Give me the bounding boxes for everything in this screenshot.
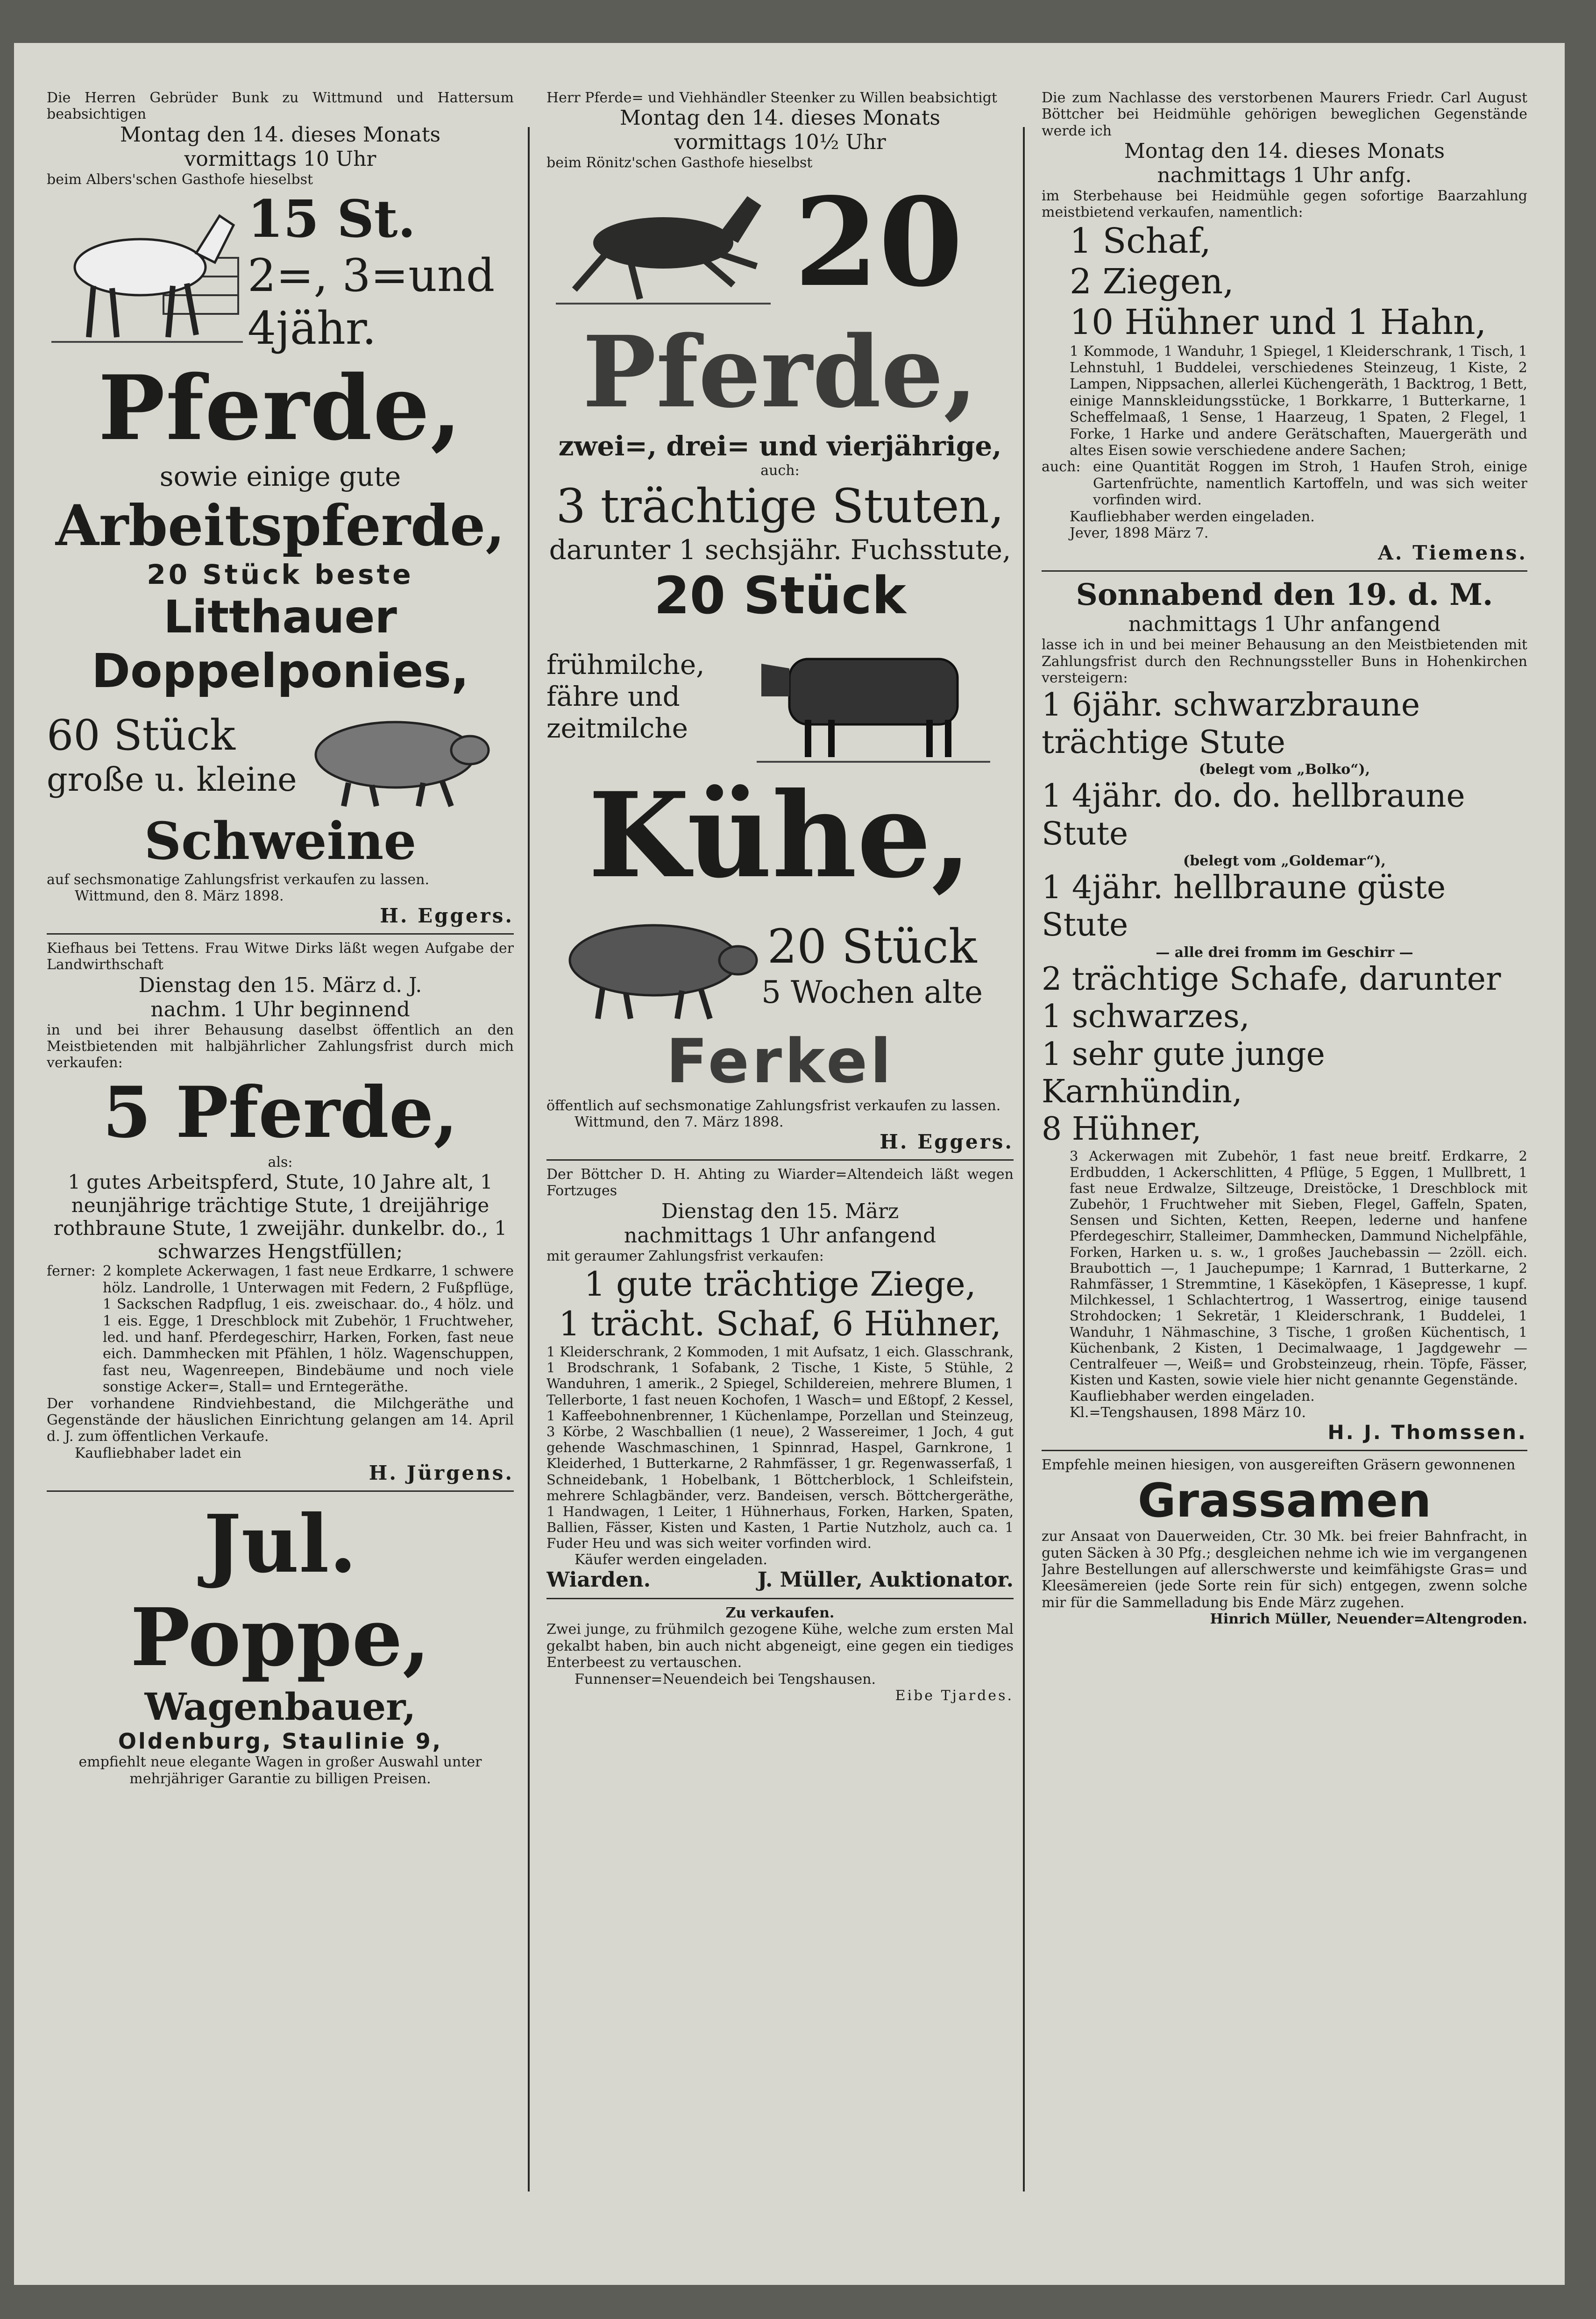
ad-signature: H. Eggers. <box>880 1130 1014 1154</box>
ad-terms: mit geraumer Zahlungsfrist verkaufen: <box>546 1248 824 1264</box>
horse-count: 20 <box>794 171 963 314</box>
ad-signature: Eibe Tjardes. <box>895 1687 1014 1704</box>
ad-place: beim Albers'schen Gasthofe hieselbst <box>47 171 313 188</box>
ad-date: Sonnabend den 19. d. M. <box>1076 577 1493 612</box>
horse-count: 15 St. <box>248 188 416 249</box>
column-middle <box>546 90 1014 1704</box>
ad-place-date: Wittmund, den 8. März 1898. <box>75 888 284 905</box>
ad-bunk-auction <box>47 90 514 928</box>
ad-buyers: Käufer werden eingeladen. <box>575 1551 767 1568</box>
ad-tjardes <box>546 1605 1014 1704</box>
sig-place: Wiarden. <box>546 1568 651 1592</box>
lithuanian-text: Litthauer <box>163 590 397 643</box>
auch-label: auch: <box>1042 459 1081 475</box>
horse-row <box>47 188 514 356</box>
item-mare-3: 1 4jähr. hellbraune güste Stute <box>1042 869 1446 944</box>
ad-place: Funnenser=Neuendeich bei Tengshausen. <box>575 1671 876 1688</box>
ferner-block <box>47 1263 514 1395</box>
ferner-list: 2 komplete Ackerwagen, 1 fast neue Erdkarre, 1 schwere hölz. Landrolle, 1 Unterwagen mit Federn, 2 Fußpflüge, 1 Sackschen Radpflug, 1 eis. zweischaar. do., 4 hölz. und 1 eis. Egge, 1 Dreschblock mit Zubehör, 1 Fruchtweher, led. und hanf. Pferdegeschirr, Harken, Forken, fast neue eich. Dammhecken mit Pfählen, 1 hölz. Wagenschuppen, fast neu, Wagenreepen, Bindebäume und noch viele sonstige Acker=, Stall= und Erntegeräthe. <box>103 1263 514 1396</box>
ad-steenker-auction <box>546 90 1014 1154</box>
ad-thomssen-auction <box>1042 577 1527 1444</box>
ad-date: Dienstag den 15. März d. J. <box>138 973 422 997</box>
horses-heading: Pferde, <box>98 355 462 460</box>
horse-list: 1 gutes Arbeitspferd, Stute, 10 Jahre alt, 1 neunjährige trächtige Stute, 1 dreijährige rothbraune Stute, 1 zweijähr. dunkelbr. do., 1 schwarzes Hengstfüllen; <box>53 1170 507 1263</box>
ponies-heading: Doppelponies, <box>91 643 469 698</box>
ad-grassamen <box>1042 1457 1527 1628</box>
auch-label: auch: <box>760 462 800 479</box>
ad-place-date: Jever, 1898 März 7. <box>1070 525 1209 541</box>
item-mare-2: 1 4jähr. do. do. hellbraune Stute <box>1042 778 1465 852</box>
ad-tail: Der vorhandene Rindviehbestand, die Milchgeräthe und Gegenstände der häuslichen Einrichtung gelangen am 14. April d. J. zum öffentlichen Verkaufe. <box>47 1395 514 1445</box>
ad-ahting-auction <box>546 1166 1014 1592</box>
auch-block <box>1042 459 1527 508</box>
signature-row <box>546 1568 1014 1592</box>
horse-ages-2: 4jähr. <box>248 302 376 355</box>
piglet-row <box>546 904 1014 1026</box>
ad-body: in und bei ihrer Behausung daselbst öffentlich an den Meistbietenden mit halbjährlicher Zahlungsfrist durch mich verkaufen: <box>47 1021 514 1071</box>
item-goats: 2 Ziegen, <box>1070 262 1234 302</box>
auch-list: eine Quantität Roggen im Stroh, 1 Haufen Stroh, einige Gartenfrüchte, namentlich Kartoffeln, und was sich weiter vorfinden wird. <box>1093 459 1527 509</box>
column-right <box>1042 90 1527 1628</box>
pigs-heading: Schweine <box>144 810 417 871</box>
five-horses-heading: 5 Pferde, <box>102 1071 458 1154</box>
ad-intro: Der Böttcher D. H. Ahting zu Wiarder=Altendeich läßt wegen Fortzuges <box>546 1166 1014 1199</box>
item-dog: 1 sehr gute junge Karnhündin, <box>1042 1035 1325 1110</box>
ad-intro: Die zum Nachlasse des verstorbenen Maurers Friedr. Carl August Böttcher bei Heidmühle gehörigen beweglichen Gegenstände werde ich <box>1042 90 1527 139</box>
ad-place: beim Rönitz'schen Gasthofe hieselbst <box>546 155 813 171</box>
item-list: 3 Ackerwagen mit Zubehör, 1 fast neue breitf. Erdkarre, 2 Erdbudden, 1 Ackerschlitten, 4 Pflüge, 5 Eggen, 1 Mullbrett, 1 fast neue Erdwalze, Siltzeuge, Dreistöcke, 1 Dreschblock mit Zubehör, 1 Fruchtweher mit Sieben, Flegel, Gaffeln, Spaten, Sensen und Sichten, Ketten, Reepen, lederne und hanfene Pferdegeschirr, Stalleimer, Dammhecken, Dammund Nichelpfähle, Forken, Harken u. s. w., 1 großes Jauchebassin — 2zöll. eich. Braubottich —, 1 Jauchepumpe; 1 Karnrad, 1 Butterkarne, 2 Rahmfässer, 1 Stremmtine, 1 Käseköpfen, 1 Käsepresse, 1 kupf. Milchkessel, 1 Schlachtertrog, 1 Wassertrog, einige tausend Strohdocken; 1 Sekretär, 1 Kleiderschrank, 1 Buddelei, 1 Wanduhr, 1 Nähmaschine, 3 Tische, 1 großen Küchentisch, 1 Küchenbank, 2 Kisten, 1 Decimalwaage, 1 Jagdgewehr — Centralfeuer —, Weiß= und Grobsteinzeug, rhein. Töpfe, Fässer, Kisten und Kasten, sowie viele hier nicht genannte Gegenstände. <box>1070 1148 1527 1388</box>
item-sheep: 2 trächtige Schafe, darunter 1 schwarzes, <box>1042 961 1501 1035</box>
cow-row <box>546 626 1014 766</box>
ad-signature: H. J. Thomssen. <box>1327 1421 1527 1444</box>
ad-text: Zwei junge, zu frühmilch gezogene Kühe, welche zum ersten Mal gekalbt haben, bin auch nicht abgeneigt, eine gegen ein tiediges Enterbeest zu vertauschen. <box>546 1621 1014 1671</box>
horse-ages: zwei=, drei= und vierjährige, <box>558 430 1002 462</box>
mares-heading: 3 trächtige Stuten, <box>556 479 1004 534</box>
item-sheep: 1 trächt. Schaf, 6 Hühner, <box>559 1304 1001 1343</box>
ad-time: nachmittags 1 Uhr anfg. <box>1157 163 1412 188</box>
ad-boettcher-estate <box>1042 90 1527 565</box>
divider <box>1042 570 1527 572</box>
divider <box>1042 1450 1527 1451</box>
ad-terms: öffentlich auf sechsmonatige Zahlungsfrist verkaufen zu lassen. <box>546 1097 1001 1114</box>
ad-signature: H. Eggers. <box>380 904 514 928</box>
ad-place-date: Kl.=Tengshausen, 1898 März 10. <box>1070 1404 1306 1421</box>
divider <box>47 1490 514 1492</box>
item-list: 1 Kleiderschrank, 2 Kommoden, 1 mit Aufsatz, 1 eich. Glasschrank, 1 Brodschrank, 1 Sofabank, 2 Tische, 1 Kiste, 5 Stühle, 2 Wanduhren, 1 amerik., 2 Spiegel, Schildereien, mehrere Blumen, 1 Tellerborte, 1 fast neuen Kochofen, 1 Wasch= und Eßtopf, 2 Kessel, 1 Kaffeebohnenbrenner, 1 Küchenlampe, Porzellan und Steinzeug, 3 Körbe, 2 Waschballien (1 neue), 2 Wassereimer, 1 Joch, 4 gut gehende Waschmaschinen, 1 Spinnrad, Haspel, Garnkrone, 1 Kleiderhed, 1 Butterkarne, 2 Rahmfässer, 1 gr. Regenwasserfaß, 1 Schneidebank, 1 Hobelbank, 1 Böttcherblock, 1 Schleifstein, mehrere Schlagbänder, verz. Bandeisen, versch. Böttchergeräthe, 1 Handwagen, 1 Leiter, 1 Hühnerhaus, Forken, Harken, Spaten, Ballien, Fässer, Kisten und Kasten, 1 Partie Nutzholz, auch ca. 1 Fuder Heu und was sich weiter vorfinden wird. <box>546 1343 1014 1552</box>
ad-buyers: Kaufliebhaber werden eingeladen. <box>1070 508 1315 525</box>
cows-heading: Kühe, <box>588 766 972 904</box>
ad-signature: J. Müller, Auktionator. <box>757 1568 1014 1592</box>
ad-time: nachmittags 1 Uhr anfangend <box>1128 612 1441 637</box>
also-text: sowie einige gute <box>159 461 401 493</box>
ad-body: lasse ich in und bei meiner Behausung an den Meistbietenden mit Zahlungsfrist durch den Rechnungssteller Buns in Hohenkirchen versteigern: <box>1042 637 1527 687</box>
ad-place-date: Wittmund, den 7. März 1898. <box>575 1114 784 1131</box>
horse-illustration <box>47 188 248 356</box>
ad-body: im Sterbehause bei Heidmühle gegen sofortige Baarzahlung meistbietend verkaufen, namentlich: <box>1042 187 1527 221</box>
divider <box>546 1159 1014 1161</box>
ad-dirks-auction <box>47 940 514 1485</box>
ad-time: vormittags 10½ Uhr <box>674 130 886 155</box>
newspaper-page <box>14 43 1565 2285</box>
poppe-address: Oldenburg, Staulinie 9, <box>118 1729 443 1754</box>
item-mare-3-note: — alle drei fromm im Geschirr — <box>1156 944 1413 961</box>
piglet-illustration <box>546 904 761 1026</box>
ad-intro: Die Herren Gebrüder Bunk zu Wittmund und Hattersum beabsichtigen <box>47 90 514 123</box>
ad-date: Montag den 14. dieses Monats <box>120 122 441 147</box>
horse-ages-1: 2=, 3=und <box>248 249 495 302</box>
ad-date: Montag den 14. dieses Monats <box>619 106 941 130</box>
piglet-count: 20 Stück <box>767 919 977 974</box>
ad-heading: Zu verkaufen. <box>725 1605 835 1621</box>
ad-intro: Kiefhaus bei Tettens. Frau Witwe Dirks läßt wegen Aufgabe der Landwirthschaft <box>47 940 514 973</box>
ad-intro: Herr Pferde= und Viehhändler Steenker zu Willen beabsichtigt <box>546 90 997 106</box>
horses-heading: Pferde, <box>582 314 978 430</box>
item-chickens: 10 Hühner und 1 Hahn, <box>1070 302 1487 343</box>
poppe-trade: Wagenbauer, <box>144 1684 416 1729</box>
mares-sub: darunter 1 sechsjähr. Fuchsstute, <box>549 534 1011 566</box>
best-text: 20 Stück beste <box>147 559 414 591</box>
pig-row <box>47 699 514 811</box>
piglet-age: 5 Wochen alte <box>761 974 983 1011</box>
cow-illustration <box>752 626 995 766</box>
pig-illustration <box>297 699 493 811</box>
item-sheep: 1 Schaf, <box>1070 220 1211 261</box>
pig-size: große u. kleine <box>47 760 297 799</box>
galloping-horse-illustration <box>546 173 780 313</box>
ad-date: Montag den 14. dieses Monats <box>1124 139 1445 163</box>
ferner-label: ferner: <box>47 1263 96 1280</box>
ad-invite: Kaufliebhaber ladet ein <box>75 1445 241 1461</box>
als-label: als: <box>268 1154 293 1170</box>
workhorses-heading: Arbeitspferde, <box>55 492 505 559</box>
ad-poppe <box>47 1497 514 1787</box>
ad-time: vormittags 10 Uhr <box>184 147 376 171</box>
divider <box>47 933 514 935</box>
ad-terms: auf sechsmonatige Zahlungsfrist verkaufen zu lassen. <box>47 871 429 888</box>
piglets-heading: Ferkel <box>666 1026 894 1097</box>
column-rule <box>1023 127 1025 2191</box>
column-left <box>47 90 514 1787</box>
grassamen-heading: Grassamen <box>1137 1473 1432 1528</box>
ad-buyers: Kaufliebhaber werden eingeladen. <box>1070 1388 1315 1404</box>
column-rule <box>528 127 530 2191</box>
horse-row <box>546 171 1014 315</box>
pig-count: 60 Stück <box>47 710 235 760</box>
ad-date: Dienstag den 15. März <box>661 1199 899 1223</box>
ad-signature: A. Tiemens. <box>1378 541 1527 565</box>
item-mare-1-note: (belegt vom „Bolko“), <box>1199 761 1370 778</box>
cows-count: 20 Stück <box>654 566 906 626</box>
ad-time: nachm. 1 Uhr beginnend <box>150 997 410 1021</box>
item-mare-2-note: (belegt vom „Goldemar“), <box>1183 852 1386 869</box>
item-mare-1: 1 6jähr. schwarzbraune trächtige Stute <box>1042 686 1420 761</box>
poppe-name: Jul. Poppe, <box>130 1497 430 1685</box>
item-chickens: 8 Hühner, <box>1042 1111 1202 1148</box>
ad-intro: Empfehle meinen hiesigen, von ausgereiften Gräsern gewonnenen <box>1042 1456 1516 1473</box>
cows-desc: frühmilche, fähre und zeitmilche <box>546 648 705 745</box>
divider <box>546 1598 1014 1599</box>
poppe-text: empfiehlt neue elegante Wagen in großer Auswahl unter mehrjähriger Garantie zu billigen Preisen. <box>78 1754 482 1787</box>
ad-body: zur Ansaat von Dauerweiden, Ctr. 30 Mk. bei freier Bahnfracht, in guten Säcken à 30 Pfg.; desgleichen nehme ich wie im vergangenen Jahre Bestellungen auf allerschwerste und keimfähigste Gras= und Kleesämereien (jede Sorte rein für sich) entgegen, zwenn solche mir für die Sammelladung bis Ende März zugehen. <box>1042 1528 1527 1611</box>
item-list: 1 Kommode, 1 Wanduhr, 1 Spiegel, 1 Kleiderschrank, 1 Tisch, 1 Lehnstuhl, 1 Buddelei, verschiedenes Steinzeug, 1 Kiste, 2 Lampen, Nippsachen, allerlei Küchengeräth, 1 Backtrog, 1 Bett, einige Mannskleidungsstücke, 1 Borkkarre, 1 Butterkarne, 1 Scheffelmaaß, 1 Sense, 1 Haarzeug, 1 Spaten, 2 Flegel, 1 Forke, 1 Harke und andere Gerätschaften, Mauergeräth und altes Eisen sowie verschiedene andere Sachen; <box>1070 343 1527 459</box>
ad-signature: Hinrich Müller, Neuender=Altengroden. <box>1210 1611 1527 1628</box>
ad-signature: H. Jürgens. <box>369 1461 514 1485</box>
ad-time: nachmittags 1 Uhr anfangend <box>624 1223 936 1248</box>
item-goat: 1 gute trächtige Ziege, <box>584 1264 976 1304</box>
